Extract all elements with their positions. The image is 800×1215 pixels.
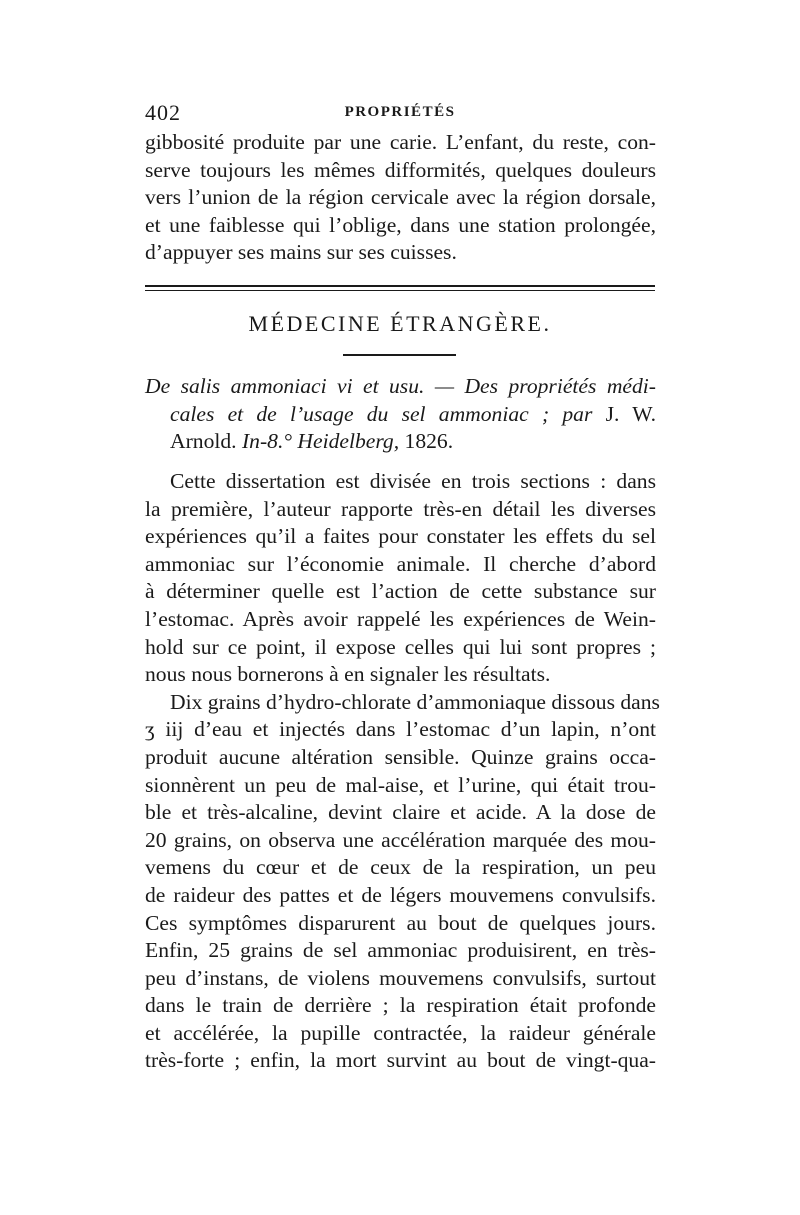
- divider-rule-thick: [145, 285, 655, 287]
- text-line: de raideur des pattes et de légers mouvemens convulsifs.: [145, 882, 656, 907]
- text-line: Dix grains d’hydro-chlorate d’ammoniaque dissous dans: [170, 689, 660, 714]
- reference-line: [145, 428, 656, 456]
- text-line: et accélérée, la pupille contractée, la raideur générale: [145, 1020, 656, 1045]
- reference-line: [145, 401, 656, 429]
- text-line: et une faiblesse qui l’oblige, dans une station prolongée,: [145, 212, 656, 237]
- reference-year: 1826.: [404, 429, 454, 454]
- reference-author-initials: J. W.: [605, 401, 657, 426]
- text-line: Cette dissertation est divisée en trois sections : dans: [170, 469, 656, 493]
- intro-paragraph: [145, 129, 656, 267]
- text-line: ammoniac sur l’économie animale. Il cherche d’abord: [145, 551, 656, 576]
- section-divider: [145, 285, 655, 291]
- text-line: peu d’instans, de violens mouvemens convulsifs, surtout: [145, 965, 656, 990]
- text-line: gibbosité produite par une carie. L’enfant, du reste, con-: [145, 130, 656, 154]
- text-line: 20 grains, on observa une accélération marquée des mou-: [145, 827, 656, 852]
- text-line: à déterminer quelle est l’action de cette substance sur: [145, 579, 656, 604]
- text-line: très-forte ; enfin, la mort survint au bout de vingt-qua-: [145, 1048, 656, 1073]
- text-line: Ces symptômes disparurent au bout de quelques jours.: [145, 910, 656, 935]
- page-header: [145, 100, 655, 126]
- text-line: Enfin, 25 grains de sel ammoniac produisirent, en très-: [145, 938, 656, 963]
- text-line: dans le train de derrière ; la respiration était profonde: [145, 993, 656, 1018]
- text-line: vemens du cœur et de ceux de la respiration, un peu: [145, 855, 656, 880]
- divider-rule-thin: [145, 290, 655, 291]
- text-line: nous nous bornerons à en signaler les résultats.: [145, 662, 551, 687]
- running-head: PROPRIÉTÉS: [344, 104, 456, 120]
- text-line: ble et très-alcaline, devint claire et acide. A la dose de: [145, 800, 656, 825]
- bibliographic-reference: [145, 373, 656, 456]
- page-number: 402: [145, 100, 181, 125]
- reference-line: De salis ammoniaci vi et usu. — Des propriétés médi-: [145, 374, 656, 398]
- text-line: la première, l’auteur rapporte très-en détail les diverses: [145, 496, 656, 521]
- text-line: produit aucune altération sensible. Quinze grains occa-: [145, 744, 656, 769]
- text-line: sionnèrent un peu de mal-aise, et l’urine, qui était trou-: [145, 772, 656, 797]
- reference-author-name: Arnold.: [170, 429, 242, 454]
- text-line: expériences qu’il a faites pour constater les effets du sel: [145, 524, 656, 549]
- text-line: l’estomac. Après avoir rappelé les expériences de Wein-: [145, 606, 656, 631]
- reference-format-place: In-8.° Heidelberg,: [241, 429, 405, 454]
- section-title: MÉDECINE ÉTRANGÈRE.: [248, 311, 552, 336]
- text-line: hold sur ce point, il expose celles qui lui sont propres ;: [145, 634, 656, 659]
- title-underline-rule: [343, 354, 456, 356]
- reference-text: cales et de l’usage du sel ammoniac ; par: [170, 401, 606, 426]
- body-text: [145, 468, 660, 1075]
- text-line: ʒ iij d’eau et injectés dans l’estomac d’un lapin, n’ont: [145, 717, 656, 742]
- text-line: vers l’union de la région cervicale avec la région dorsale,: [145, 185, 656, 210]
- text-line: d’appuyer ses mains sur ses cuisses.: [145, 240, 457, 265]
- text-line: serve toujours les mêmes difformités, quelques douleurs: [145, 157, 656, 182]
